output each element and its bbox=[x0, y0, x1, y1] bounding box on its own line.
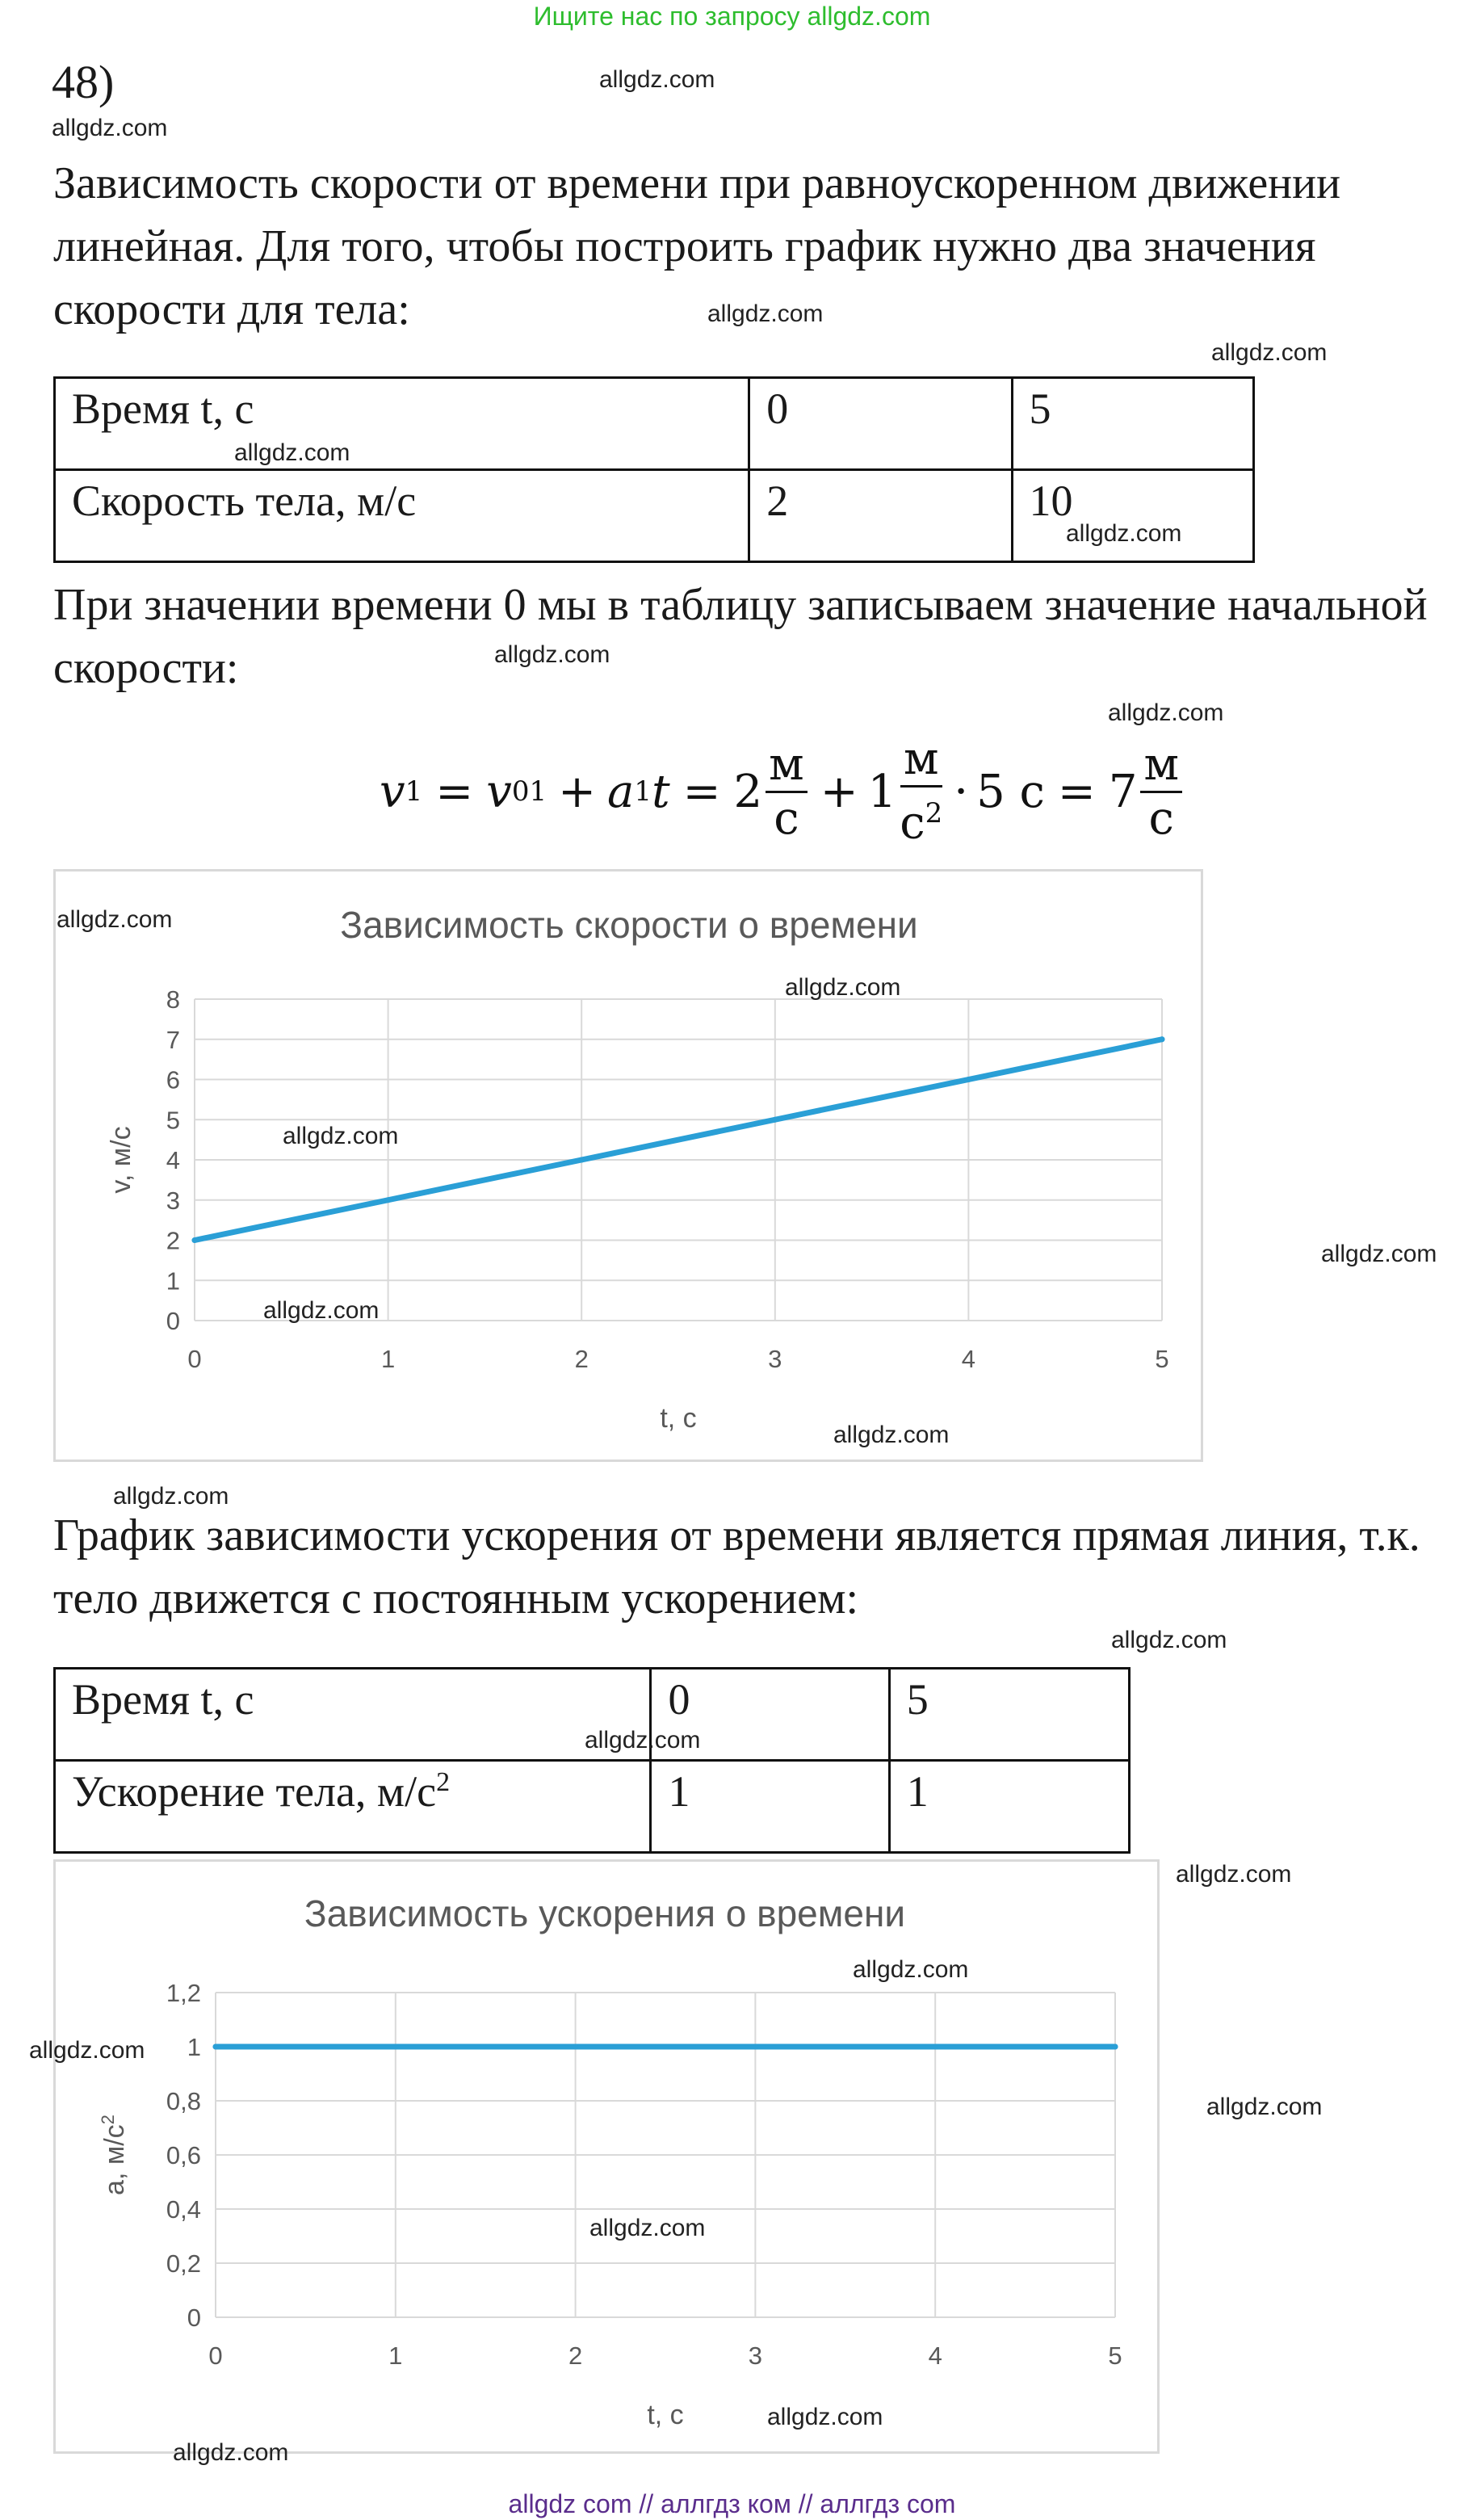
table-cell: Время t, с bbox=[55, 378, 749, 470]
table-cell: 10 bbox=[1012, 470, 1253, 562]
formula-value: 7 bbox=[1108, 765, 1138, 818]
watermark: allgdz.com bbox=[833, 1422, 950, 1448]
data-point bbox=[933, 2044, 938, 2050]
watermark: allgdz.com bbox=[57, 906, 173, 933]
x-tick-label: 2 bbox=[574, 1345, 589, 1373]
y-tick-label: 1 bbox=[187, 2033, 201, 2061]
task-number: 48) bbox=[52, 56, 115, 108]
y-axis-label: v, м/с bbox=[106, 1126, 136, 1194]
x-tick-label: 4 bbox=[928, 2342, 942, 2370]
watermark: allgdz.com bbox=[1111, 1627, 1227, 1653]
acceleration-chart bbox=[53, 1859, 1160, 2454]
x-tick-label: 5 bbox=[1155, 1345, 1169, 1373]
table-row bbox=[55, 1761, 1130, 1853]
formula-v0: v bbox=[486, 765, 512, 818]
formula-eq: = bbox=[435, 765, 474, 818]
watermark: allgdz.com bbox=[283, 1123, 399, 1149]
formula-sub: 01 bbox=[511, 775, 547, 808]
x-tick-label: 1 bbox=[388, 2342, 403, 2370]
y-tick-label: 0,6 bbox=[166, 2141, 201, 2169]
y-tick-label: 8 bbox=[166, 985, 180, 1014]
chart-title: Зависимость скорости о времени bbox=[340, 904, 918, 946]
watermark: allgdz.com bbox=[1108, 699, 1224, 726]
watermark: allgdz.com bbox=[585, 1727, 701, 1754]
watermark: allgdz.com bbox=[1066, 520, 1182, 547]
y-axis-label-sup: 2 bbox=[98, 2115, 118, 2125]
data-point bbox=[772, 1117, 778, 1123]
watermark: allgdz.com bbox=[173, 2439, 289, 2466]
top-banner[interactable]: Ищите нас по запросу allgdz.com bbox=[533, 2, 931, 31]
watermark: allgdz.com bbox=[494, 641, 610, 668]
watermark: allgdz.com bbox=[767, 2404, 883, 2430]
data-point bbox=[213, 2044, 219, 2050]
x-tick-label: 5 bbox=[1108, 2342, 1122, 2370]
paragraph-initial-speed: При значении времени 0 мы в таблицу записываем значение начальной скорости: bbox=[53, 580, 1428, 693]
formula-t: t bbox=[652, 765, 670, 818]
table-cell: 1 bbox=[889, 1761, 1129, 1853]
data-point bbox=[579, 1157, 585, 1163]
x-tick-label: 3 bbox=[768, 1345, 782, 1373]
y-tick-label: 0,4 bbox=[166, 2195, 201, 2224]
y-tick-label: 2 bbox=[166, 1226, 180, 1255]
watermark: allgdz.com bbox=[853, 1956, 969, 1983]
table-cell: Ускорение тела, $м/с^2$ bbox=[55, 1761, 651, 1853]
data-point bbox=[573, 2044, 578, 2050]
acceleration-table bbox=[53, 1667, 1131, 1854]
watermark: allgdz.com bbox=[52, 115, 168, 141]
x-tick-label: 3 bbox=[748, 2342, 763, 2370]
formula-eq: = bbox=[682, 765, 721, 818]
formula-plus: + bbox=[558, 765, 597, 818]
watermark: allgdz.com bbox=[1321, 1241, 1437, 1267]
x-axis-label: t, с bbox=[647, 2400, 684, 2430]
y-tick-label: 5 bbox=[166, 1106, 180, 1135]
formula-dot: · bbox=[954, 765, 969, 818]
formula-v: v bbox=[380, 765, 405, 818]
y-tick-label: 4 bbox=[166, 1146, 180, 1174]
formula-fraction: $\frac{м}{с^2}$ bbox=[900, 733, 943, 850]
velocity-formula bbox=[380, 735, 1185, 848]
data-point bbox=[753, 2044, 758, 2050]
y-tick-label: 7 bbox=[166, 1025, 180, 1054]
y-tick-label: 0,2 bbox=[166, 2249, 201, 2278]
watermark: allgdz.com bbox=[234, 439, 350, 466]
y-tick-label: 0,8 bbox=[166, 2087, 201, 2115]
formula-value: 2 bbox=[733, 765, 763, 818]
y-tick-label: 1,2 bbox=[166, 1979, 201, 2007]
watermark: allgdz.com bbox=[589, 2215, 706, 2241]
watermark: allgdz.com bbox=[263, 1297, 380, 1324]
data-point bbox=[192, 1237, 198, 1243]
x-tick-label: 0 bbox=[208, 2342, 223, 2370]
y-tick-label: 1 bbox=[166, 1266, 180, 1296]
table-cell: 5 bbox=[889, 1669, 1129, 1761]
bottom-banner[interactable]: allgdz com // аллгдз ком // аллгдз com bbox=[508, 2489, 956, 2518]
formula-sub: 1 bbox=[634, 775, 652, 808]
x-tick-label: 0 bbox=[187, 1345, 202, 1373]
formula-sub: 1 bbox=[405, 775, 423, 808]
table-cell: Время t, с bbox=[55, 1669, 651, 1761]
y-tick-label: 0 bbox=[166, 1307, 180, 1335]
data-point bbox=[385, 1197, 391, 1203]
formula-fraction: $\frac{м}{с}$ bbox=[1140, 739, 1182, 845]
data-point bbox=[1160, 1036, 1165, 1042]
x-tick-label: 4 bbox=[961, 1345, 976, 1373]
x-axis-label: t, с bbox=[660, 1403, 697, 1434]
y-tick-label: 6 bbox=[166, 1065, 180, 1094]
formula-eq: = bbox=[1057, 765, 1096, 818]
y-tick-label: 3 bbox=[166, 1186, 180, 1215]
watermark: allgdz.com bbox=[785, 974, 901, 1001]
data-point bbox=[966, 1077, 971, 1082]
table-cell: 5 bbox=[1012, 378, 1253, 470]
formula-value: 1 bbox=[867, 765, 897, 818]
x-tick-label: 1 bbox=[380, 1345, 396, 1373]
formula-plus: + bbox=[820, 765, 858, 818]
table-row bbox=[55, 470, 1254, 562]
velocity-chart bbox=[53, 869, 1203, 1462]
velocity-chart-svg bbox=[56, 872, 1201, 1460]
y-tick-label: 0 bbox=[187, 2304, 201, 2332]
watermark: allgdz.com bbox=[1176, 1861, 1292, 1888]
table-cell: 2 bbox=[749, 470, 1012, 562]
x-tick-label: 2 bbox=[568, 2342, 583, 2370]
table-cell: 1 bbox=[651, 1761, 889, 1853]
data-point bbox=[1113, 2044, 1118, 2050]
watermark: allgdz.com bbox=[113, 1483, 229, 1510]
watermark: allgdz.com bbox=[29, 2037, 145, 2064]
paragraph-acceleration: График зависимости ускорения от времени является прямая линия, т.к. тело движется с постоянным ускорением: bbox=[53, 1510, 1420, 1623]
data-point bbox=[392, 2044, 398, 2050]
paragraph-intro: Зависимость скорости от времени при равноускоренном движении линейная. Для того, чтобы построить график нужно два значения скорости для тела: bbox=[53, 158, 1341, 334]
formula-time: 5 с bbox=[976, 765, 1045, 818]
table-cell: 0 bbox=[651, 1669, 889, 1761]
y-axis-label: a, $м/с^2$ bbox=[98, 2115, 130, 2195]
chart-title: Зависимость ускорения о времени bbox=[304, 1892, 906, 1934]
watermark: allgdz.com bbox=[599, 66, 715, 93]
watermark: allgdz.com bbox=[1211, 339, 1328, 366]
watermark: allgdz.com bbox=[707, 300, 824, 327]
table-cell: Скорость тела, м/с bbox=[55, 470, 749, 562]
table-cell: 0 bbox=[749, 378, 1012, 470]
formula-fraction: $\frac{м}{с}$ bbox=[766, 739, 808, 845]
watermark: allgdz.com bbox=[1206, 2094, 1323, 2120]
acceleration-chart-svg bbox=[56, 1862, 1157, 2451]
formula-a: a bbox=[607, 765, 635, 818]
